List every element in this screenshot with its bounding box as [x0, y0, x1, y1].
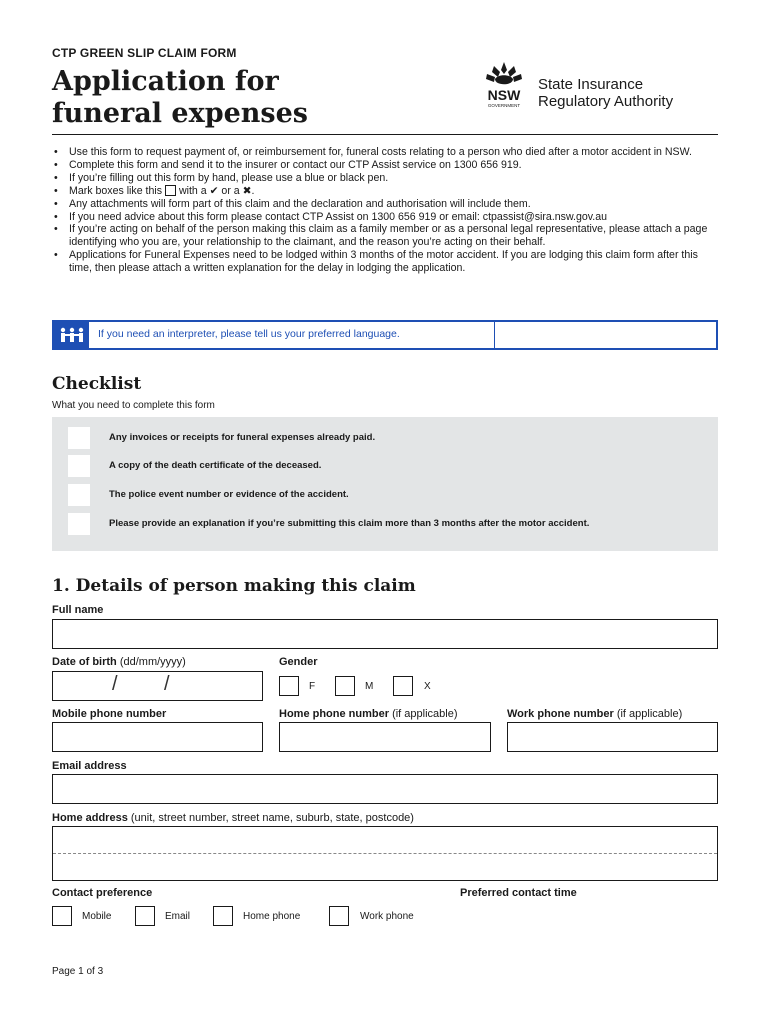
- section-1-heading: 1. Details of person making this claim: [52, 576, 416, 596]
- email-input[interactable]: [52, 774, 718, 804]
- checklist-checkbox[interactable]: [68, 484, 90, 506]
- logo-sub: GOVERNMENT: [487, 103, 521, 108]
- email-label: Email address: [52, 760, 127, 772]
- preferred-time-label: Preferred contact time: [460, 887, 577, 899]
- work-phone-label-text: Work phone number: [507, 708, 614, 720]
- mobile-label: Mobile phone number: [52, 708, 167, 720]
- intro-bullet: • Use this form to request payment of, or reimbursement for, funeral costs relating to a person who died after a motor accident in NSW.: [52, 146, 720, 159]
- interpreter-bar: [52, 320, 718, 350]
- work-phone-hint: (if applicable): [616, 708, 683, 720]
- dob-format-hint: (dd/mm/yyyy): [119, 656, 186, 668]
- intro-bullet: • Complete this form and send it to the insurer or contact our CTP Assist service on 1300 656 919.: [52, 159, 720, 172]
- contact-email-label: Email: [165, 911, 191, 922]
- org-line-1: State Insurance: [538, 76, 644, 93]
- intro-bullet: • Any attachments will form part of this claim and the declaration and authorisation will include them.: [52, 198, 720, 211]
- checklist-panel: [52, 417, 718, 551]
- home-phone-hint: (if applicable): [392, 708, 458, 720]
- intro-bullet: • If you need advice about this form please contact CTP Assist on 1300 656 919 or email: ctpassist@sira.nsw.gov.au: [52, 211, 720, 224]
- intro-bullet: • Applications for Funeral Expenses need to be lodged within 3 months of the motor accident. If you are lodging this claim form after this time, then please attach a written explanation for the delay in lodging the application.: [52, 249, 720, 275]
- checklist-checkbox[interactable]: [68, 455, 90, 477]
- contact-work-phone-checkbox[interactable]: [329, 906, 349, 926]
- gender-x-checkbox[interactable]: [393, 676, 413, 696]
- mark-boxes-text: Mark boxes like this: [69, 184, 163, 197]
- preferred-language-input[interactable]: [494, 322, 718, 348]
- page-title: [52, 66, 382, 130]
- form-kicker: CTP GREEN SLIP CLAIM FORM: [52, 46, 237, 60]
- waratah-icon: [478, 60, 530, 110]
- contact-email-checkbox[interactable]: [135, 906, 155, 926]
- intro-bullet: • If you’re acting on behalf of the person making this claim as a family member or as a personal legal representative, please attach a page identifying who you are, your relationship to the claimant, and the reason you’re acting on their behalf.: [52, 223, 720, 249]
- full-name-label: Full name: [52, 604, 104, 616]
- dob-label-text: Date of birth: [52, 656, 117, 668]
- home-address-label-text: Home address: [52, 812, 128, 824]
- home-phone-input[interactable]: [279, 722, 491, 752]
- contact-home-phone-label: Home phone: [243, 911, 301, 922]
- nsw-sira-logo: [478, 60, 718, 110]
- intro-bullet-list: [52, 146, 720, 275]
- org-name: [538, 76, 718, 110]
- checklist-item: A copy of the death certificate of the deceased.: [109, 460, 322, 471]
- mark-or-text: or a: [221, 184, 240, 197]
- checklist-item: Please provide an explanation if you’re submitting this claim more than 3 months after the motor accident.: [109, 518, 590, 529]
- contact-home-phone-checkbox[interactable]: [213, 906, 233, 926]
- home-phone-label: [279, 708, 458, 720]
- work-phone-input[interactable]: [507, 722, 718, 752]
- home-phone-label-text: Home phone number: [279, 708, 390, 720]
- contact-mobile-label: Mobile: [82, 911, 112, 922]
- dob-label: [52, 656, 186, 668]
- page-number: Page 1 of 3: [52, 966, 104, 977]
- dob-separator: /: [112, 673, 118, 695]
- mark-with-text: with a: [178, 184, 207, 197]
- title-line-2: funeral expenses: [52, 98, 308, 129]
- gender-f-label: F: [309, 681, 316, 692]
- gender-x-label: X: [424, 681, 431, 692]
- interpreter-prompt: If you need an interpreter, please tell us your preferred language.: [98, 328, 400, 340]
- gender-label: Gender: [279, 656, 318, 668]
- gender-m-checkbox[interactable]: [335, 676, 355, 696]
- checklist-item: Any invoices or receipts for funeral expenses already paid.: [109, 432, 376, 443]
- mobile-input[interactable]: [52, 722, 263, 752]
- contact-work-phone-label: Work phone: [360, 911, 414, 922]
- header-divider: [52, 134, 718, 135]
- full-name-input[interactable]: [52, 619, 718, 649]
- interpreter-icon: [54, 322, 89, 348]
- intro-bullet-mark-boxes: • Mark boxes like this with a ✔ or a ✖.: [52, 185, 720, 198]
- logo-wordmark: NSW: [487, 87, 521, 103]
- home-address-label: [52, 812, 414, 824]
- gender-f-checkbox[interactable]: [279, 676, 299, 696]
- cross-icon: ✖: [242, 184, 252, 197]
- tick-icon: ✔: [209, 184, 219, 197]
- gender-m-label: M: [365, 681, 374, 692]
- checklist-heading: Checklist: [52, 374, 142, 394]
- intro-bullet: • If you’re filling out this form by hand, please use a blue or black pen.: [52, 172, 720, 185]
- dob-input[interactable]: [52, 671, 263, 701]
- work-phone-label: [507, 708, 682, 720]
- dob-separator: /: [164, 673, 170, 695]
- home-address-hint: (unit, street number, street name, suburb, state, postcode): [130, 812, 414, 824]
- contact-preference-label: Contact preference: [52, 887, 153, 899]
- checklist-checkbox[interactable]: [68, 427, 90, 449]
- contact-mobile-checkbox[interactable]: [52, 906, 72, 926]
- org-line-2: Regulatory Authority: [538, 93, 674, 110]
- title-line-1: Application for: [52, 66, 279, 97]
- example-checkbox-icon: [165, 185, 176, 196]
- checklist-subheading: What you need to complete this form: [52, 400, 215, 411]
- address-divider: [53, 853, 717, 854]
- checklist-item: The police event number or evidence of the accident.: [109, 489, 349, 500]
- checklist-checkbox[interactable]: [68, 513, 90, 535]
